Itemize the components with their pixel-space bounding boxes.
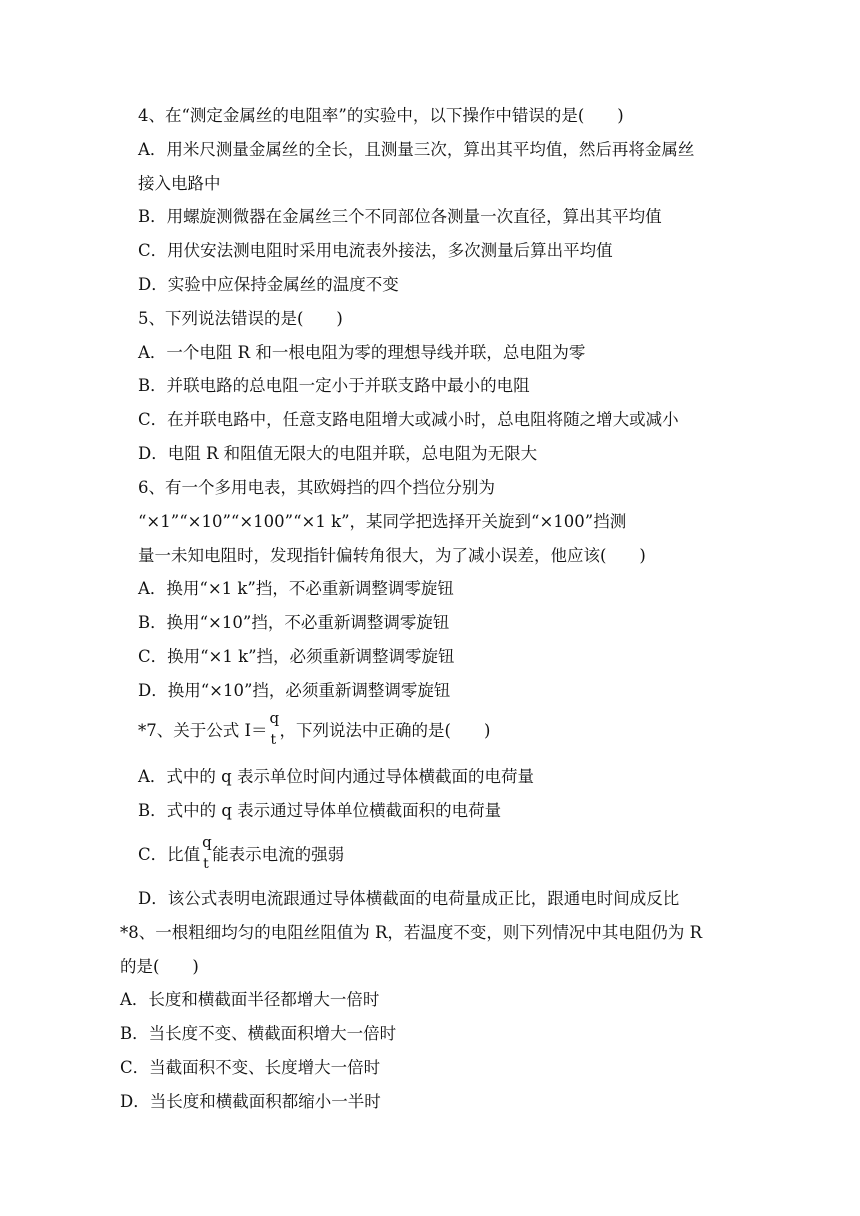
q6-stem-line2: “×1”“×10”“×100”“×1 k”，某同学把选择开关旋到“×100”挡测 — [138, 512, 627, 531]
q7-option-c-suffix: 能表示电流的强弱 — [212, 845, 345, 864]
q5-stem: 5、下列说法错误的是( ) — [138, 309, 343, 328]
q5-option-d: D．电阻 R 和阻值无限大的电阻并联，总电阻为无限大 — [138, 444, 538, 463]
q7-stem — [138, 708, 491, 748]
q7-option-c-numerator: q — [202, 832, 212, 851]
q4-option-b: B．用螺旋测微器在金属丝三个不同部位各测量一次直径，算出其平均值 — [138, 207, 662, 226]
q8-option-a: A．长度和横截面半径都增大一倍时 — [120, 990, 380, 1009]
q7-stem-prefix: *7、关于公式 I＝ — [138, 721, 268, 740]
q6-stem-line1: 6、有一个多用电表，其欧姆挡的四个挡位分别为 — [138, 478, 495, 497]
q7-option-b: B．式中的 q 表示通过导体单位横截面积的电荷量 — [138, 801, 502, 820]
q4-stem: 4、在“测定金属丝的电阻率”的实验中，以下操作中错误的是( ) — [138, 106, 624, 125]
q6-option-d: D．换用“×10”挡，必须重新调整调零旋钮 — [138, 681, 451, 700]
q5-option-a: A．一个电阻 R 和一根电阻为零的理想导线并联，总电阻为零 — [138, 343, 586, 362]
q7-fraction-numerator: q — [269, 708, 280, 727]
q6-option-b: B．换用“×10”挡，不必重新调整调零旋钮 — [138, 613, 450, 632]
q4-option-d: D．实验中应保持金属丝的温度不变 — [138, 275, 399, 294]
q7-option-c-denominator: t — [203, 855, 209, 872]
q4-option-a-line2: 接入电路中 — [138, 174, 221, 193]
q8-stem-line1: *8、一根粗细均匀的电阻丝阻值为 R，若温度不变，则下列情况中其电阻仍为 R — [120, 923, 703, 942]
q6-option-a: A．换用“×1 k”挡，不必重新调整调零旋钮 — [138, 579, 454, 598]
q7-fraction — [269, 708, 280, 748]
q7-option-c-prefix: C．比值 — [138, 845, 201, 864]
q5-option-b: B．并联电路的总电阻一定小于并联支路中最小的电阻 — [138, 376, 530, 395]
q8-option-c: C．当截面积不变、长度增大一倍时 — [120, 1058, 381, 1077]
q4-option-a-line1: A．用米尺测量金属丝的全长，且测量三次，算出其平均值，然后再将金属丝 — [138, 140, 695, 159]
q8-stem-line2: 的是( ) — [120, 957, 199, 976]
q8-option-d: D．当长度和横截面积都缩小一半时 — [120, 1092, 381, 1111]
q6-option-c: C．换用“×1 k”挡，必须重新调整调零旋钮 — [138, 647, 455, 666]
q7-option-c — [138, 832, 345, 872]
q5-option-c: C．在并联电路中，任意支路电阻增大或减小时，总电阻将随之增大或减小 — [138, 410, 679, 429]
q7-option-c-fraction — [201, 832, 212, 872]
q7-stem-suffix: ，下列说法中正确的是( ) — [279, 721, 491, 740]
q6-stem-line3: 量一未知电阻时，发现指针偏转角很大，为了减小误差，他应该( ) — [138, 546, 646, 565]
q8-option-b: B．当长度不变、横截面积增大一倍时 — [120, 1024, 397, 1043]
q7-option-a: A．式中的 q 表示单位时间内通过导体横截面的电荷量 — [138, 767, 534, 786]
q7-option-d: D．该公式表明电流跟通过导体横截面的电荷量成正比，跟通电时间成反比 — [138, 889, 680, 908]
q4-option-c: C．用伏安法测电阻时采用电流表外接法，多次测量后算出平均值 — [138, 241, 613, 260]
q7-fraction-denominator: t — [270, 731, 277, 748]
